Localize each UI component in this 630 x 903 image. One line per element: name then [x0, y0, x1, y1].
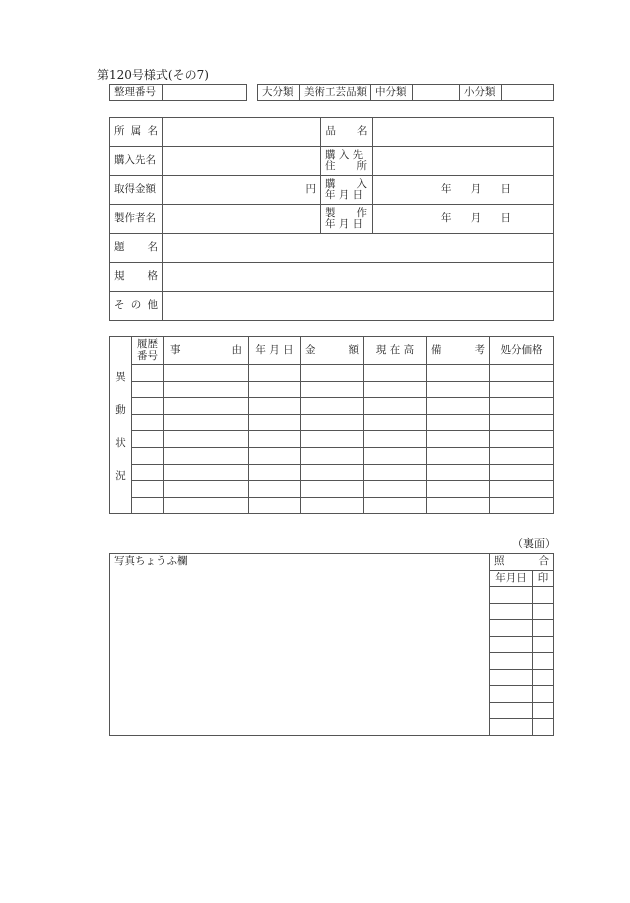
- table-row: [110, 431, 554, 448]
- cell[interactable]: [490, 497, 554, 514]
- cell[interactable]: [533, 603, 554, 620]
- nen-label: 年: [441, 212, 452, 225]
- shutoku-kingaku-field[interactable]: [163, 176, 321, 205]
- cell[interactable]: [533, 686, 554, 703]
- cell[interactable]: [249, 381, 301, 398]
- cell[interactable]: [132, 398, 164, 415]
- cell[interactable]: [132, 431, 164, 448]
- seiri-bango-table: [109, 84, 247, 101]
- col-jiyu-header: [164, 337, 249, 365]
- cell[interactable]: [249, 431, 301, 448]
- konyusaki-jusho-line2: 住 所: [325, 160, 367, 172]
- cell[interactable]: [427, 365, 490, 382]
- cell[interactable]: [132, 497, 164, 514]
- col-kingaku-header: [301, 337, 364, 365]
- cell[interactable]: [427, 447, 490, 464]
- cell[interactable]: [132, 365, 164, 382]
- cell[interactable]: [132, 464, 164, 481]
- cell[interactable]: [364, 414, 427, 431]
- cell[interactable]: [301, 365, 364, 382]
- kikaku-label: 規 格: [110, 263, 163, 292]
- cell[interactable]: [490, 381, 554, 398]
- cell[interactable]: [427, 398, 490, 415]
- cell[interactable]: [164, 447, 249, 464]
- cell[interactable]: [164, 398, 249, 415]
- cell[interactable]: [490, 447, 554, 464]
- cell[interactable]: [490, 365, 554, 382]
- sho-bunrui-label: 小分類: [460, 85, 502, 101]
- table-row: [110, 497, 554, 514]
- cell[interactable]: [364, 497, 427, 514]
- cell[interactable]: [427, 464, 490, 481]
- seiri-bango-label: 整理番号: [110, 85, 163, 101]
- table-row: [110, 481, 554, 498]
- cell[interactable]: [490, 686, 533, 703]
- back-table: [109, 553, 554, 736]
- hinmei-field[interactable]: [373, 118, 554, 147]
- cell[interactable]: [533, 669, 554, 686]
- cell[interactable]: [249, 464, 301, 481]
- cell[interactable]: [490, 431, 554, 448]
- col-rireki-line2: 番号: [137, 349, 158, 362]
- cell[interactable]: [490, 702, 533, 719]
- cell[interactable]: [533, 702, 554, 719]
- cell[interactable]: [427, 481, 490, 498]
- cell[interactable]: [301, 497, 364, 514]
- cell[interactable]: [490, 603, 533, 620]
- back-side-label: （裏面）: [512, 537, 556, 550]
- cell[interactable]: [301, 398, 364, 415]
- seisakusha-label: 製作者名: [110, 205, 163, 234]
- cell[interactable]: [490, 636, 533, 653]
- col-kin-b: 額: [348, 343, 359, 356]
- hi-label: 日: [500, 212, 511, 225]
- col-jiyu-a: 事: [170, 343, 181, 356]
- nen-label: 年: [441, 183, 452, 196]
- seisaku-date-line1: 製 作: [325, 206, 367, 219]
- cell[interactable]: [533, 636, 554, 653]
- col-biko-b: 考: [474, 343, 485, 356]
- cell[interactable]: [490, 414, 554, 431]
- cell[interactable]: [164, 431, 249, 448]
- shozoku-field[interactable]: [163, 118, 321, 147]
- cell[interactable]: [490, 398, 554, 415]
- sonota-field[interactable]: [163, 292, 554, 321]
- cell[interactable]: [164, 464, 249, 481]
- tsuki-label: 月: [470, 212, 482, 225]
- col-kin-a: 金: [305, 343, 316, 356]
- cell[interactable]: [301, 447, 364, 464]
- seisaku-date-line2: 年 月 日: [325, 218, 364, 230]
- konyu-date-line2: 年 月 日: [325, 189, 364, 201]
- col-genzai-header: 現 在 高: [364, 337, 427, 365]
- col-rireki-header: [132, 337, 164, 365]
- cell[interactable]: [164, 414, 249, 431]
- konyusaki-field[interactable]: [163, 147, 321, 176]
- cell[interactable]: [132, 381, 164, 398]
- table-row: [110, 365, 554, 382]
- cell[interactable]: [164, 381, 249, 398]
- hi-label: 日: [500, 183, 511, 196]
- sho-bunrui-field[interactable]: [502, 85, 554, 101]
- sonota-label: そ の 他: [110, 292, 163, 321]
- cell[interactable]: [249, 497, 301, 514]
- cell[interactable]: [301, 464, 364, 481]
- cell[interactable]: [132, 481, 164, 498]
- form-title: 第120号様式(その7): [97, 68, 209, 82]
- side-char-4: 況: [115, 470, 126, 483]
- chu-bunrui-label: 中分類: [371, 85, 413, 101]
- history-table: [109, 336, 554, 514]
- col-biko-a: 備: [431, 343, 442, 356]
- col-biko-header: [427, 337, 490, 365]
- cell[interactable]: [364, 381, 427, 398]
- chu-bunrui-field[interactable]: [413, 85, 460, 101]
- seisaku-date-field[interactable]: [373, 205, 554, 234]
- konyu-date-field[interactable]: [373, 176, 554, 205]
- shogo-b: 合: [538, 555, 549, 568]
- konyu-date-label: [321, 176, 373, 205]
- col-jiyu-b: 由: [231, 343, 242, 356]
- table-row: [110, 464, 554, 481]
- seisakusha-field[interactable]: [163, 205, 321, 234]
- ido-jokyo-label: [110, 337, 132, 514]
- cell[interactable]: [164, 481, 249, 498]
- cell[interactable]: [533, 653, 554, 670]
- bunrui-table: [257, 84, 554, 101]
- shutoku-kingaku-label: 取得金額: [110, 176, 163, 205]
- cell[interactable]: [249, 365, 301, 382]
- cell[interactable]: [301, 381, 364, 398]
- cell[interactable]: [427, 497, 490, 514]
- konyusaki-label: 購入先名: [110, 147, 163, 176]
- seiri-bango-field[interactable]: [163, 85, 247, 101]
- cell[interactable]: [132, 414, 164, 431]
- cell[interactable]: [301, 431, 364, 448]
- konyusaki-jusho-label: [321, 147, 373, 176]
- cell[interactable]: [533, 719, 554, 736]
- cell[interactable]: [490, 653, 533, 670]
- cell[interactable]: [364, 464, 427, 481]
- cell[interactable]: [427, 381, 490, 398]
- table-row: [110, 447, 554, 464]
- col-date-header: 年 月 日: [249, 337, 301, 365]
- daimei-field[interactable]: [163, 234, 554, 263]
- table-row: [110, 381, 554, 398]
- cell[interactable]: [533, 620, 554, 637]
- dai-bunrui-value: 美術工芸品類: [300, 85, 371, 101]
- shogo-in-header: 印: [533, 570, 554, 587]
- dai-bunrui-label: 大分類: [258, 85, 300, 101]
- side-char-3: 状: [115, 437, 126, 450]
- cell[interactable]: [490, 669, 533, 686]
- tsuki-label: 月: [470, 183, 482, 196]
- shozoku-label: 所 属 名: [110, 118, 163, 147]
- cell[interactable]: [364, 431, 427, 448]
- cell[interactable]: [364, 481, 427, 498]
- photo-area[interactable]: [110, 554, 490, 736]
- side-char-1: 異: [115, 371, 126, 384]
- cell[interactable]: [364, 365, 427, 382]
- info-table: [109, 117, 554, 321]
- cell[interactable]: [490, 464, 554, 481]
- konyu-date-line1: 購 入: [325, 177, 367, 190]
- side-char-2: 動: [115, 404, 126, 417]
- cell[interactable]: [490, 587, 533, 604]
- shogo-date-header: 年月日: [490, 570, 533, 587]
- hinmei-label: 品 名: [321, 118, 373, 147]
- cell[interactable]: [364, 398, 427, 415]
- cell[interactable]: [427, 431, 490, 448]
- cell[interactable]: [490, 481, 554, 498]
- cell[interactable]: [490, 620, 533, 637]
- konyusaki-jusho-field[interactable]: [373, 147, 554, 176]
- konyusaki-jusho-line1: 購 入 先: [325, 148, 364, 161]
- cell[interactable]: [249, 481, 301, 498]
- kikaku-field[interactable]: [163, 263, 554, 292]
- cell[interactable]: [249, 447, 301, 464]
- shogo-header: [490, 554, 554, 571]
- cell[interactable]: [533, 587, 554, 604]
- cell[interactable]: [364, 447, 427, 464]
- cell[interactable]: [301, 481, 364, 498]
- cell[interactable]: [249, 414, 301, 431]
- cell[interactable]: [301, 414, 364, 431]
- table-row: [110, 398, 554, 415]
- table-row: [110, 414, 554, 431]
- cell[interactable]: [249, 398, 301, 415]
- daimei-label: 題 名: [110, 234, 163, 263]
- cell[interactable]: [132, 447, 164, 464]
- col-shobun-header: 処分価格: [490, 337, 554, 365]
- photo-area-label: 写真ちょうふ欄: [114, 555, 188, 567]
- cell[interactable]: [164, 365, 249, 382]
- cell[interactable]: [164, 497, 249, 514]
- shogo-a: 照: [494, 555, 505, 568]
- cell[interactable]: [490, 719, 533, 736]
- seisaku-date-label: [321, 205, 373, 234]
- col-rireki-line1: 履歴: [137, 338, 158, 351]
- yen-unit: 円: [305, 183, 316, 196]
- cell[interactable]: [427, 414, 490, 431]
